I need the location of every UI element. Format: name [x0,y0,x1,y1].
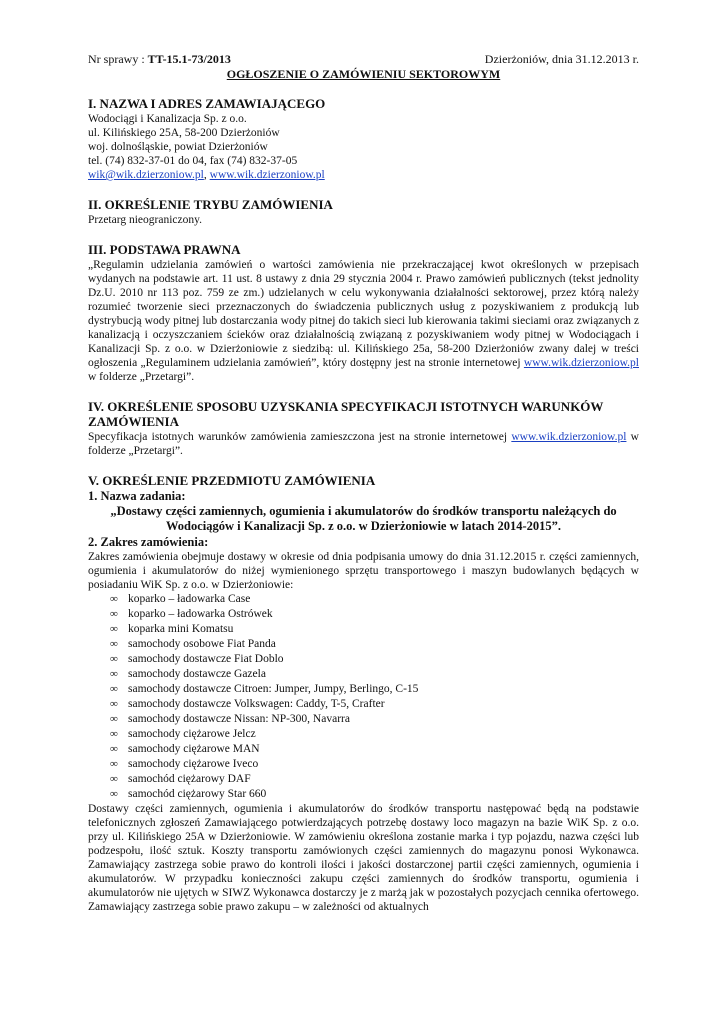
document-title: OGŁOSZENIE O ZAMÓWIENIU SEKTOROWYM [226,67,501,81]
contact-links [88,168,639,182]
legal-basis-body: „Regulamin udzielania zamówień o wartości zamówienia nie przekraczającej kwot określonych w przepisach wydanych na podstawie art. 11 ust. 8 ustawy z dnia 29 stycznia 2004 r. Prawo zamówień publicznych (tekst jednolity Dz.U. 2010 nr 113 poz. 759 ze zm.) udzielanych w celu wykonywania działalności sektorowej, przez którą należy rozumieć tworzenie sieci przeznaczonych do świadczenia publicznych usług z pozyskiwaniem z produkcją lub dystrybucją wody pitnej lub dostarczania wody pitnej do takich sieci lub kierowania takimi sieciami oraz związanych z kanalizacją i oczyszczaniem ścieków oraz działalnością związaną z pozyskiwaniem wody pitnej w Wodociągach i Kanalizacji Sp. z o.o. w Dzierżoniowie z siedzibą: ul. Kilińskiego 25a, 58-200 Dzierżoniów zwany dalej w treści ogłoszenia „Regulaminem udzielania zamówień”, który dostępny jest na stronie internetowej [88,259,639,369]
company-street: ul. Kilińskiego 25A, 58-200 Dzierżoniów [88,127,280,139]
list-item [110,757,639,772]
infinity-bullet-icon: ∞ [110,698,118,710]
equipment-item: samochody dostawcze Fiat Doblo [128,653,284,665]
equipment-item: koparko – ładowarka Ostrówek [128,608,273,620]
list-item [110,622,639,637]
list-item [110,742,639,757]
equipment-item: samochody dostawcze Volkswagen: Caddy, T-5, Crafter [128,698,385,710]
equipment-item: samochody ciężarowe Iveco [128,758,259,770]
task-name-heading: 1. Nazwa zadania: [88,489,186,503]
list-item [110,652,639,667]
list-item [110,772,639,787]
specification-folder: w folderze „Przetargi”. [88,431,639,457]
company-phone: tel. (74) 832-37-01 do 04, fax (74) 832-37-05 [88,155,298,167]
infinity-bullet-icon: ∞ [110,638,118,650]
list-item [110,667,639,682]
specification-link[interactable]: www.wik.dzierzoniow.pl [511,431,627,443]
section-4-heading: IV. OKREŚLENIE SPOSOBU UZYSKANIA SPECYFIKACJI ISTOTNYCH WARUNKÓW ZAMÓWIENIA [88,399,604,429]
equipment-item: samochody osobowe Fiat Panda [128,638,276,650]
section-1-heading: I. NAZWA I ADRES ZAMAWIAJĄCEGO [88,96,326,111]
infinity-bullet-icon: ∞ [110,728,118,740]
equipment-list [88,592,639,802]
website-link[interactable]: www.wik.dzierzoniow.pl [209,169,325,181]
infinity-bullet-icon: ∞ [110,773,118,785]
infinity-bullet-icon: ∞ [110,713,118,725]
legal-basis-link[interactable]: www.wik.dzierzoniow.pl [523,357,639,369]
infinity-bullet-icon: ∞ [110,683,118,695]
email-link[interactable]: wik@wik.dzierzoniow.pl [88,169,204,181]
equipment-item: koparko – ładowarka Case [128,593,251,605]
equipment-item: samochody ciężarowe MAN [128,743,260,755]
infinity-bullet-icon: ∞ [110,788,118,800]
specification-text [88,430,639,458]
list-item [110,697,639,712]
list-item [110,682,639,697]
section-2-heading: II. OKREŚLENIE TRYBU ZAMÓWIENIA [88,197,333,212]
section-5-heading: V. OKREŚLENIE PRZEDMIOTU ZAMÓWIENIA [88,473,376,488]
equipment-item: samochody dostawcze Nissan: NP-300, Navarra [128,713,350,725]
scope-heading: 2. Zakres zamówienia: [88,535,209,549]
infinity-bullet-icon: ∞ [110,758,118,770]
delivery-terms-text: Dostawy części zamiennych, ogumienia i akumulatorów do środków transportu następować będą na podstawie telefonicznych zgłoszeń Zamawiającego potwierdzających potrzebę dostawy loco magazyn na bazie WiK Sp. z o.o. przy ul. Kilińskiego 25A w Dzierżoniowie. W zamówieniu określona zostanie marka i typ pojazdu, nazwa części lub podzespołu, ilość sztuk. Koszty transportu zamówionych części zamiennych do magazynu ponosi Wykonawca. Zamawiający zastrzega sobie prawo do kontroli ilości i jakości dostarczonej partii części zamiennych, ogumienia i akumulatorów. W przypadku konieczności zakupu części zamiennych do środków transportu, ogumienia i akumulatorów nie ujętych w SIWZ Wykonawca dostarczy je z marżą jak w pozostałych pozycjach cennika ofertowego. Zamawiający zastrzega sobie prawo zakupu – w zależności od aktualnych [88,803,639,913]
company-region: woj. dolnośląskie, powiat Dzierżoniów [88,141,268,153]
case-label: Nr sprawy : [88,52,148,66]
legal-basis-folder: w folderze „Przetargi”. [88,371,195,383]
list-item [110,592,639,607]
equipment-item: samochody ciężarowe Jelcz [128,728,256,740]
list-item [110,607,639,622]
equipment-item: samochód ciężarowy Star 660 [128,788,267,800]
place-date: Dzierżoniów, dnia 31.12.2013 r. [484,52,639,66]
equipment-item: koparka mini Komatsu [128,623,234,635]
specification-body: Specyfikacja istotnych warunków zamówienia zamieszczona jest na stronie internetowej [88,431,512,443]
equipment-item: samochody dostawcze Gazela [128,668,266,680]
list-item [110,787,639,802]
infinity-bullet-icon: ∞ [110,668,118,680]
company-name: Wodociągi i Kanalizacja Sp. z o.o. [88,113,247,125]
list-item [110,637,639,652]
infinity-bullet-icon: ∞ [110,653,118,665]
case-number: TT-15.1-73/2013 [147,52,231,66]
list-item [110,727,639,742]
task-title: „Dostawy części zamiennych, ogumienia i akumulatorów do środków transportu należących do Wodociągów i Kanalizacji Sp. z o.o. w Dzierżoniowie w latach 2014-2015”. [110,504,617,533]
infinity-bullet-icon: ∞ [110,743,118,755]
link-separator: , [203,169,210,181]
infinity-bullet-icon: ∞ [110,608,118,620]
equipment-item: samochody dostawcze Citroen: Jumper, Jumpy, Berlingo, C-15 [128,683,419,695]
section-3-heading: III. PODSTAWA PRAWNA [88,242,241,257]
procedure-type: Przetarg nieograniczony. [88,214,202,226]
document-body [88,52,639,914]
legal-basis-text [88,258,639,384]
infinity-bullet-icon: ∞ [110,623,118,635]
infinity-bullet-icon: ∞ [110,593,118,605]
document-header [88,52,639,67]
equipment-item: samochód ciężarowy DAF [128,773,251,785]
case-reference [88,52,231,67]
scope-text: Zakres zamówienia obejmuje dostawy w okresie od dnia podpisania umowy do dnia 31.12.2015 r. części zamiennych, ogumienia i akumulatorów do niżej wymienionego sprzętu transportowego i maszyn budowlanych będących w posiadaniu WiK Sp. z o.o. w Dzierżoniowie: [88,551,639,591]
list-item [110,712,639,727]
